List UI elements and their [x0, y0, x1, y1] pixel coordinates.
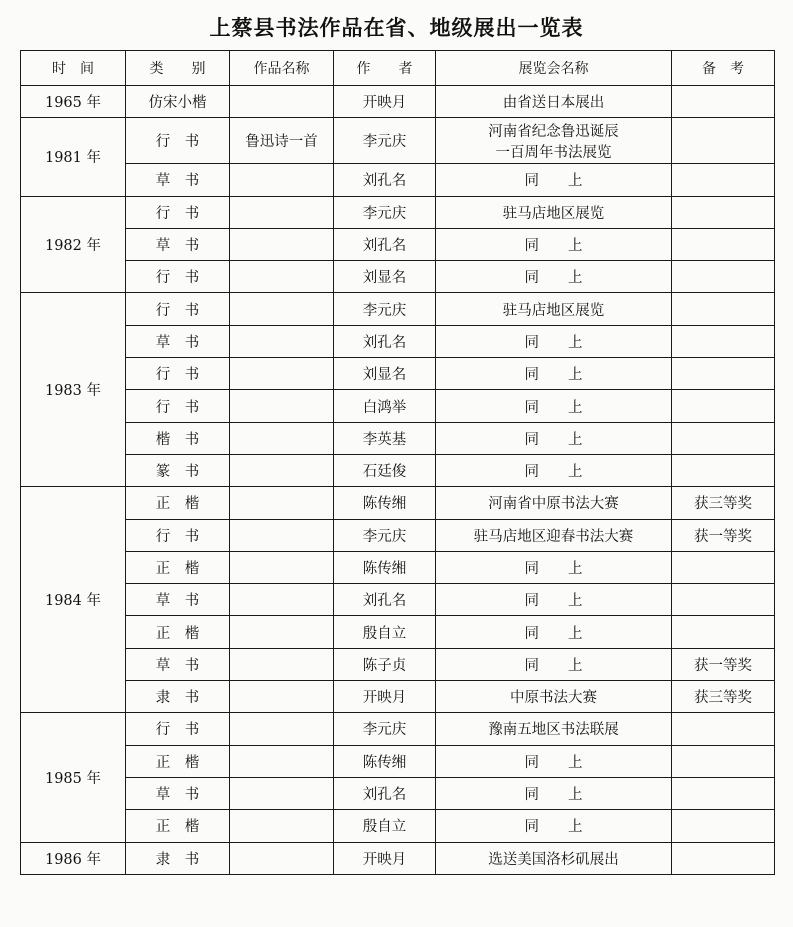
header-time: 时 间 — [21, 51, 126, 86]
author-cell: 李元庆 — [334, 293, 436, 325]
work-name-cell: 鲁迅诗一首 — [230, 118, 334, 164]
page-title: 上蔡县书法作品在省、地级展出一览表 — [209, 16, 584, 40]
category-cell: 仿宋小楷 — [126, 86, 230, 118]
remark-cell — [672, 810, 775, 842]
exhibition-cell: 同 上 — [436, 422, 672, 454]
table-body — [21, 86, 775, 875]
remark-cell — [672, 86, 775, 118]
work-name-cell — [230, 584, 334, 616]
work-name-cell — [230, 358, 334, 390]
exhibition-cell: 同 上 — [436, 358, 672, 390]
exhibition-cell: 同 上 — [436, 616, 672, 648]
author-cell: 陈传缃 — [334, 487, 436, 519]
table-row — [21, 810, 775, 842]
remark-cell: 获三等奖 — [672, 681, 775, 713]
author-cell: 刘显名 — [334, 261, 436, 293]
category-cell: 楷 书 — [126, 422, 230, 454]
category-cell: 行 书 — [126, 261, 230, 293]
table-row — [21, 196, 775, 228]
author-cell: 李元庆 — [334, 196, 436, 228]
remark-cell — [672, 745, 775, 777]
category-cell: 草 书 — [126, 584, 230, 616]
exhibition-cell: 同 上 — [436, 325, 672, 357]
category-cell: 草 书 — [126, 325, 230, 357]
exhibition-cell: 驻马店地区迎春书法大赛 — [436, 519, 672, 551]
work-name-cell — [230, 228, 334, 260]
exhibition-cell: 豫南五地区书法联展 — [436, 713, 672, 745]
table-row — [21, 777, 775, 809]
remark-cell: 获三等奖 — [672, 487, 775, 519]
table-header-row — [21, 51, 775, 86]
table-row — [21, 616, 775, 648]
author-cell: 白鸿举 — [334, 390, 436, 422]
exhibition-cell: 同 上 — [436, 228, 672, 260]
author-cell: 李英基 — [334, 422, 436, 454]
exhibition-cell: 中原书法大赛 — [436, 681, 672, 713]
work-name-cell — [230, 487, 334, 519]
category-cell: 草 书 — [126, 228, 230, 260]
author-cell: 刘显名 — [334, 358, 436, 390]
remark-cell: 获一等奖 — [672, 648, 775, 680]
header-remarks: 备 考 — [672, 51, 775, 86]
table-row — [21, 648, 775, 680]
table-row — [21, 325, 775, 357]
exhibition-cell: 同 上 — [436, 777, 672, 809]
table-row — [21, 713, 775, 745]
work-name-cell — [230, 648, 334, 680]
category-cell: 篆 书 — [126, 454, 230, 486]
table-row — [21, 118, 775, 164]
author-cell: 陈传缃 — [334, 551, 436, 583]
author-cell: 刘孔名 — [334, 228, 436, 260]
work-name-cell — [230, 454, 334, 486]
category-cell: 行 书 — [126, 118, 230, 164]
work-name-cell — [230, 551, 334, 583]
author-cell: 石廷俊 — [334, 454, 436, 486]
year-cell: 1985 年 — [21, 713, 126, 842]
exhibition-cell: 河南省中原书法大赛 — [436, 487, 672, 519]
table-row — [21, 745, 775, 777]
work-name-cell — [230, 681, 334, 713]
remark-cell — [672, 358, 775, 390]
work-name-cell — [230, 261, 334, 293]
table-row — [21, 228, 775, 260]
work-name-cell — [230, 196, 334, 228]
category-cell: 行 书 — [126, 358, 230, 390]
author-cell: 刘孔名 — [334, 777, 436, 809]
work-name-cell — [230, 390, 334, 422]
work-name-cell — [230, 86, 334, 118]
table-row — [21, 422, 775, 454]
category-cell: 正 楷 — [126, 745, 230, 777]
category-cell: 行 书 — [126, 293, 230, 325]
remark-cell — [672, 616, 775, 648]
header-work-name: 作品名称 — [230, 51, 334, 86]
exhibition-line-1: 河南省纪念鲁迅诞辰 — [488, 123, 619, 140]
work-name-cell — [230, 842, 334, 874]
author-cell: 李元庆 — [334, 118, 436, 164]
header-category: 类 别 — [126, 51, 230, 86]
author-cell: 开映月 — [334, 842, 436, 874]
category-cell: 正 楷 — [126, 487, 230, 519]
remark-cell: 获一等奖 — [672, 519, 775, 551]
work-name-cell — [230, 810, 334, 842]
table-row — [21, 293, 775, 325]
header-exhibition: 展览会名称 — [436, 51, 672, 86]
category-cell: 行 书 — [126, 390, 230, 422]
year-cell: 1981 年 — [21, 118, 126, 196]
author-cell: 殷自立 — [334, 810, 436, 842]
exhibition-cell — [436, 118, 672, 164]
work-name-cell — [230, 713, 334, 745]
year-cell: 1984 年 — [21, 487, 126, 713]
exhibition-cell: 选送美国洛杉矶展出 — [436, 842, 672, 874]
category-cell: 草 书 — [126, 777, 230, 809]
work-name-cell — [230, 519, 334, 551]
work-name-cell — [230, 293, 334, 325]
remark-cell — [672, 293, 775, 325]
exhibition-cell: 驻马店地区展览 — [436, 196, 672, 228]
remark-cell — [672, 422, 775, 454]
year-cell: 1965 年 — [21, 86, 126, 118]
table-row — [21, 86, 775, 118]
remark-cell — [672, 390, 775, 422]
work-name-cell — [230, 616, 334, 648]
exhibition-cell: 同 上 — [436, 551, 672, 583]
table-row — [21, 358, 775, 390]
author-cell: 李元庆 — [334, 519, 436, 551]
exhibition-cell: 同 上 — [436, 745, 672, 777]
author-cell: 刘孔名 — [334, 164, 436, 196]
remark-cell — [672, 196, 775, 228]
table-row — [21, 681, 775, 713]
author-cell: 陈子贞 — [334, 648, 436, 680]
table-row — [21, 487, 775, 519]
exhibition-cell: 同 上 — [436, 454, 672, 486]
work-name-cell — [230, 777, 334, 809]
year-cell: 1982 年 — [21, 196, 126, 293]
exhibition-table — [20, 50, 775, 875]
remark-cell — [672, 551, 775, 583]
exhibition-cell: 同 上 — [436, 584, 672, 616]
remark-cell — [672, 164, 775, 196]
table-row — [21, 261, 775, 293]
table-row — [21, 519, 775, 551]
table-row — [21, 164, 775, 196]
category-cell: 行 书 — [126, 196, 230, 228]
exhibition-cell: 同 上 — [436, 261, 672, 293]
exhibition-cell: 同 上 — [436, 648, 672, 680]
author-cell: 开映月 — [334, 86, 436, 118]
remark-cell — [672, 842, 775, 874]
category-cell: 草 书 — [126, 648, 230, 680]
exhibition-cell: 由省送日本展出 — [436, 86, 672, 118]
category-cell: 正 楷 — [126, 616, 230, 648]
work-name-cell — [230, 745, 334, 777]
year-cell: 1983 年 — [21, 293, 126, 487]
table-row — [21, 584, 775, 616]
category-cell: 草 书 — [126, 164, 230, 196]
exhibition-line-2: 一百周年书法展览 — [495, 144, 612, 161]
remark-cell — [672, 118, 775, 164]
author-cell: 殷自立 — [334, 616, 436, 648]
remark-cell — [672, 777, 775, 809]
year-cell: 1986 年 — [21, 842, 126, 874]
table-row — [21, 551, 775, 583]
author-cell: 开映月 — [334, 681, 436, 713]
exhibition-cell: 同 上 — [436, 164, 672, 196]
table-row — [21, 390, 775, 422]
category-cell: 隶 书 — [126, 681, 230, 713]
remark-cell — [672, 228, 775, 260]
author-cell: 刘孔名 — [334, 584, 436, 616]
header-author: 作 者 — [334, 51, 436, 86]
remark-cell — [672, 454, 775, 486]
exhibition-cell: 驻马店地区展览 — [436, 293, 672, 325]
exhibition-cell: 同 上 — [436, 390, 672, 422]
remark-cell — [672, 261, 775, 293]
category-cell: 正 楷 — [126, 551, 230, 583]
work-name-cell — [230, 164, 334, 196]
category-cell: 行 书 — [126, 713, 230, 745]
exhibition-cell: 同 上 — [436, 810, 672, 842]
author-cell: 刘孔名 — [334, 325, 436, 357]
category-cell: 正 楷 — [126, 810, 230, 842]
author-cell: 李元庆 — [334, 713, 436, 745]
table-row — [21, 454, 775, 486]
work-name-cell — [230, 325, 334, 357]
category-cell: 隶 书 — [126, 842, 230, 874]
remark-cell — [672, 325, 775, 357]
category-cell: 行 书 — [126, 519, 230, 551]
remark-cell — [672, 584, 775, 616]
work-name-cell — [230, 422, 334, 454]
remark-cell — [672, 713, 775, 745]
table-row — [21, 842, 775, 874]
author-cell: 陈传缃 — [334, 745, 436, 777]
